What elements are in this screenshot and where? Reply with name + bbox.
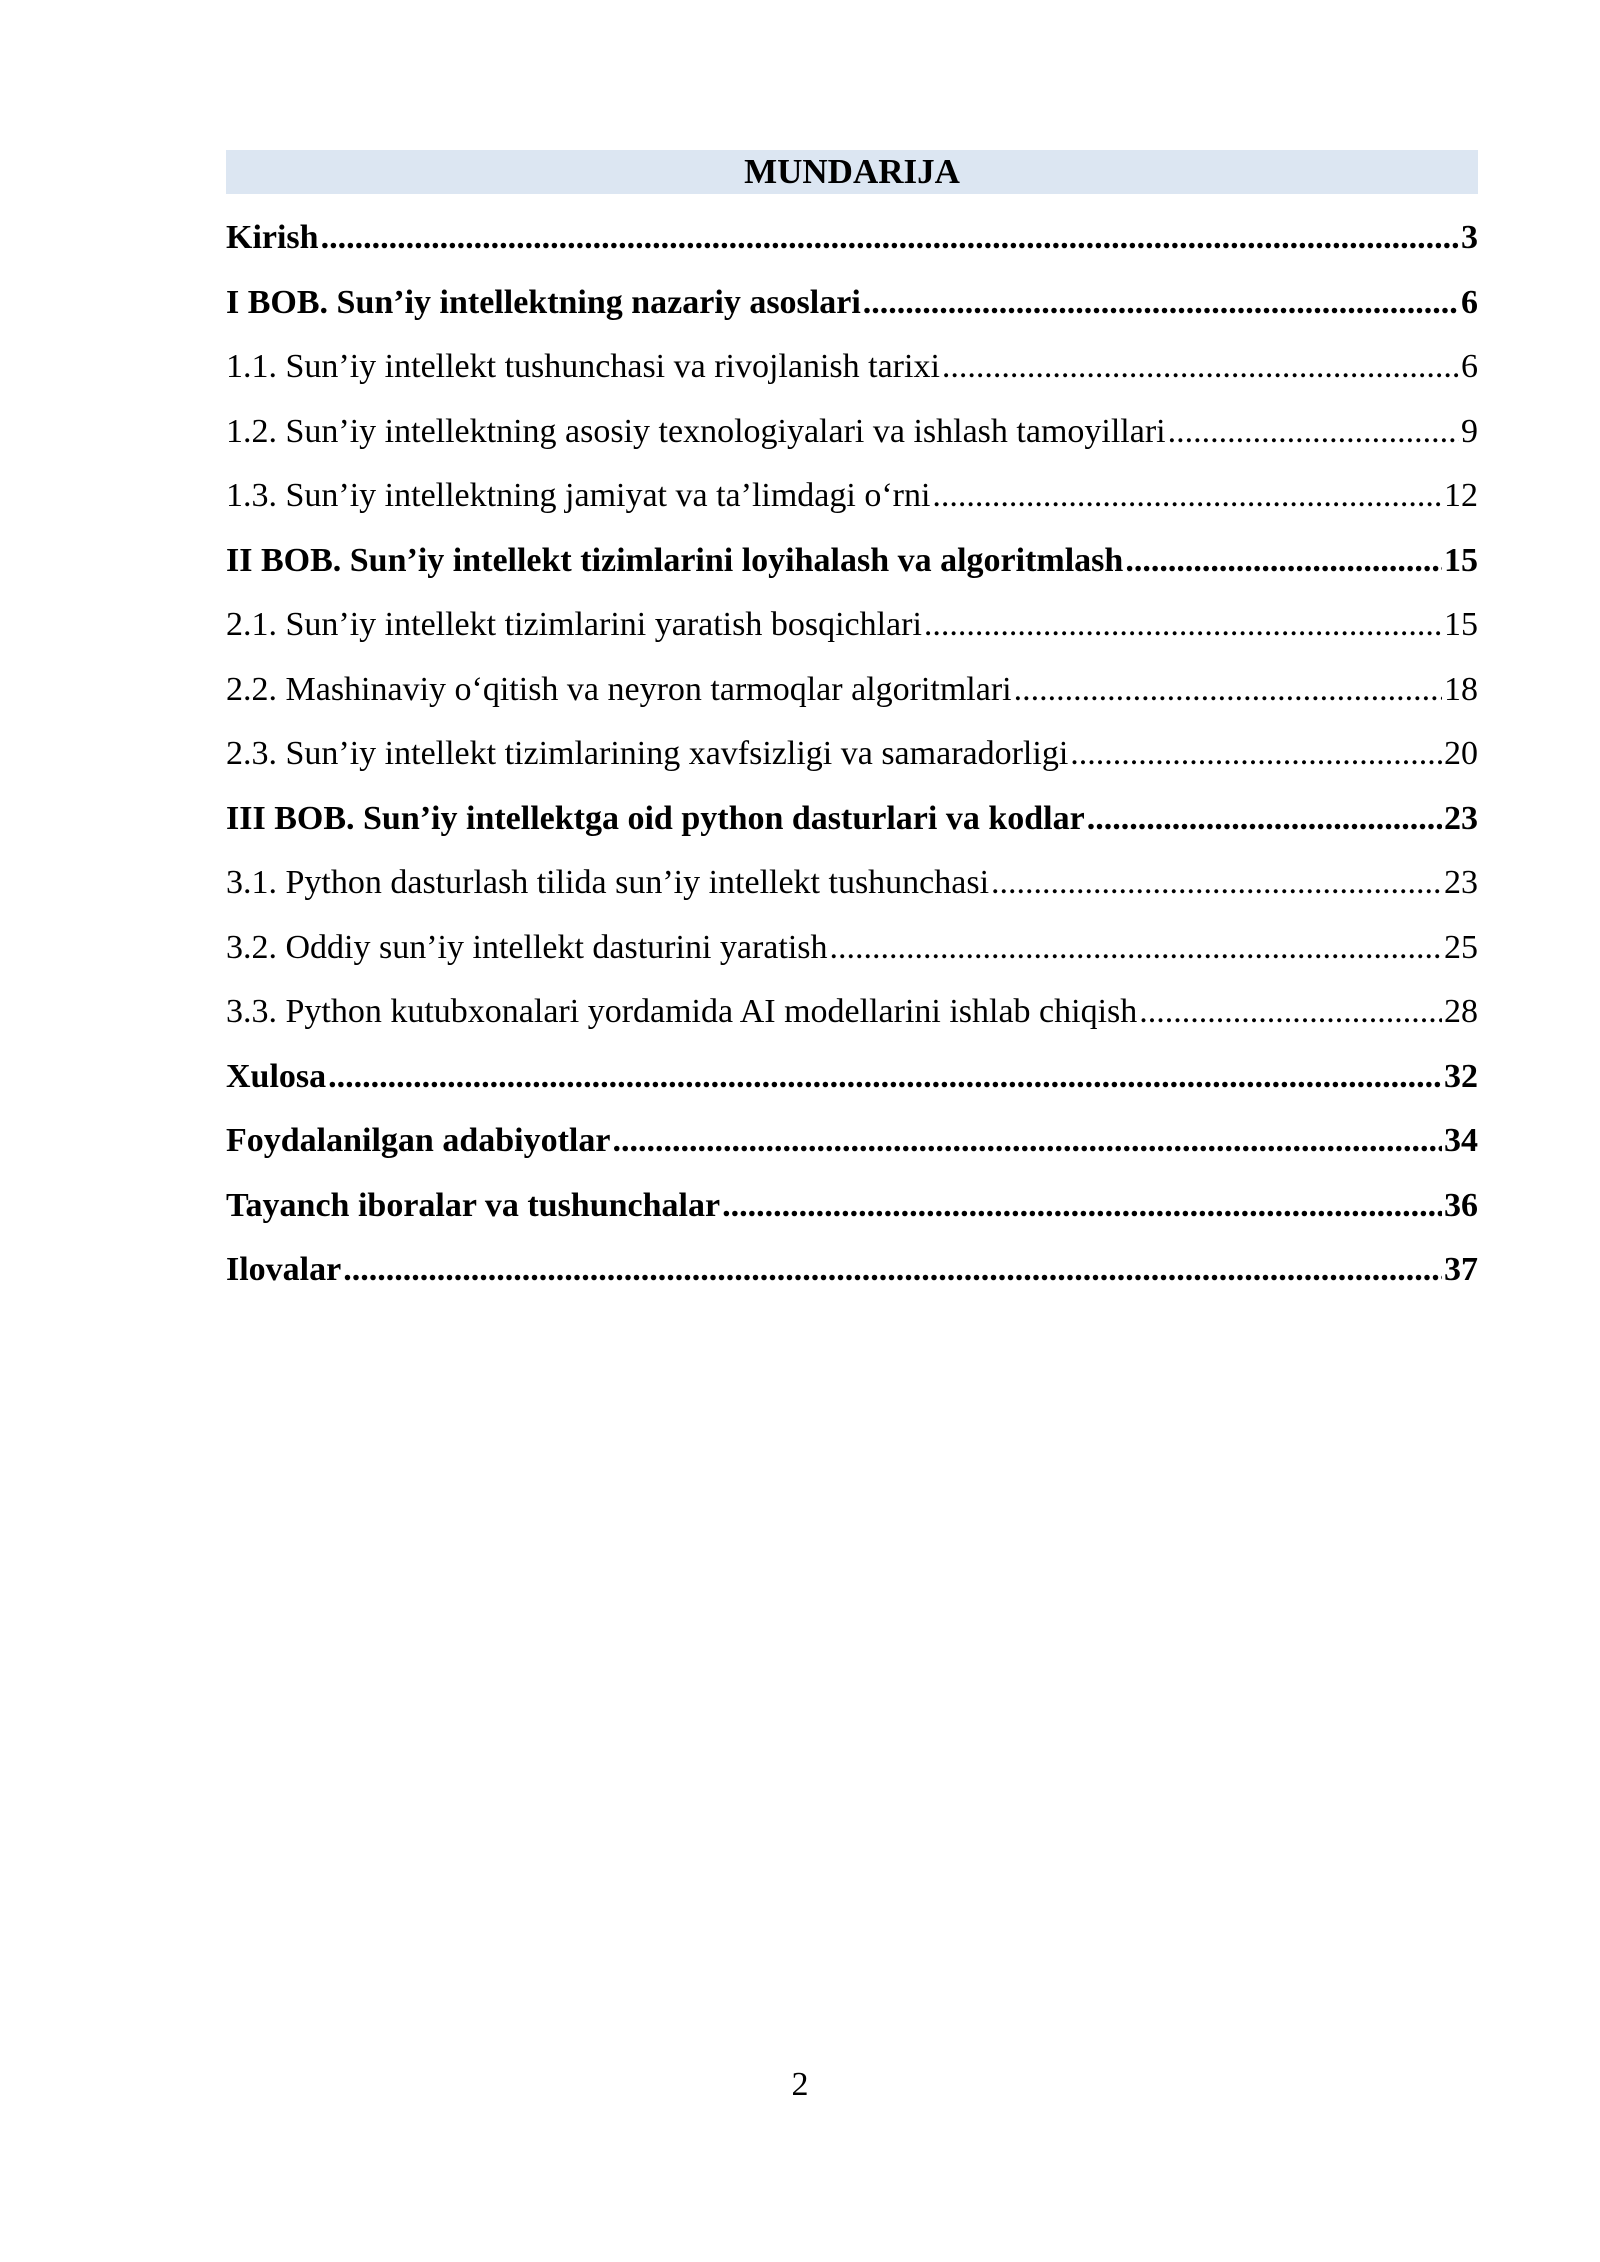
toc-entry-page: 32 (1444, 1057, 1478, 1095)
toc-entry-title: Ilovalar (226, 1251, 342, 1288)
toc-entry[interactable] (226, 1109, 1478, 1174)
toc-entry-title: 2.2. Mashinaviy o‘qitish va neyron tarmoqlar algoritmlari (226, 670, 1012, 708)
toc-entry-page: 25 (1444, 928, 1478, 966)
toc-entry-title: 2.1. Sun’iy intellekt tizimlarini yaratish bosqichlari (226, 606, 922, 643)
toc-dot-leader (612, 1109, 1442, 1174)
toc-entry-page: 9 (1461, 412, 1478, 450)
page-number: 2 (791, 2066, 809, 2103)
toc-entry[interactable] (226, 787, 1478, 852)
toc-entry-page: 34 (1444, 1122, 1478, 1159)
toc-dot-leader (1125, 529, 1442, 594)
toc-dot-leader (932, 464, 1442, 529)
toc-dot-leader (924, 593, 1442, 658)
toc-entry-title: 1.2. Sun’iy intellektning asosiy texnologiyalari va ishlash tamoyillari (226, 412, 1166, 450)
toc-entry[interactable] (226, 658, 1478, 723)
toc-dot-leader (321, 206, 1459, 271)
toc-dot-leader (1070, 722, 1442, 787)
toc-heading: MUNDARIJA (226, 150, 1478, 194)
toc-entry-title: Kirish (226, 219, 319, 256)
toc-entry[interactable] (226, 851, 1478, 916)
toc-entry-page: 12 (1444, 477, 1478, 514)
toc-entry-page: 36 (1444, 1186, 1478, 1224)
toc-entry-page: 23 (1444, 799, 1478, 837)
toc-entry-page: 15 (1444, 541, 1478, 579)
toc-entry[interactable] (226, 529, 1478, 594)
toc-entry-title: I BOB. Sun’iy intellektning nazariy asoslari (226, 283, 861, 321)
toc-entry[interactable] (226, 722, 1478, 787)
toc-entry-title: Xulosa (226, 1057, 327, 1095)
toc-entry[interactable] (226, 206, 1478, 271)
toc-dot-leader (1168, 400, 1459, 465)
toc-dot-leader (722, 1174, 1442, 1239)
toc-entry[interactable] (226, 980, 1478, 1045)
toc-entry-page: 18 (1444, 670, 1478, 708)
toc-entry-title: 2.3. Sun’iy intellekt tizimlarining xavfsizligi va samaradorligi (226, 735, 1069, 772)
toc-entry[interactable] (226, 1238, 1478, 1303)
toc-entry[interactable] (226, 335, 1478, 400)
toc-entry-page: 37 (1444, 1251, 1478, 1288)
toc-dot-leader (942, 335, 1459, 400)
toc-entry[interactable] (226, 271, 1478, 336)
toc-dot-leader (1087, 787, 1442, 852)
toc-entry-title: Foydalanilgan adabiyotlar (226, 1122, 611, 1159)
toc-entry-page: 15 (1444, 606, 1478, 643)
toc-entry-page: 23 (1444, 864, 1478, 901)
toc-entry[interactable] (226, 464, 1478, 529)
toc-dot-leader (1139, 980, 1442, 1045)
toc-entry[interactable] (226, 400, 1478, 465)
toc-entry-title: II BOB. Sun’iy intellekt tizimlarini loyihalash va algoritmlash (226, 541, 1124, 579)
toc-entry-title: 3.3. Python kutubxonalari yordamida AI modellarini ishlab chiqish (226, 993, 1138, 1030)
toc-dot-leader (343, 1238, 1442, 1303)
toc-dot-leader (1014, 658, 1442, 723)
toc-entry-page: 6 (1461, 348, 1478, 385)
toc-entry[interactable] (226, 916, 1478, 981)
toc-entry-page: 3 (1461, 219, 1478, 256)
toc-entry[interactable] (226, 1045, 1478, 1110)
table-of-contents (226, 206, 1478, 1303)
toc-entry-title: 3.2. Oddiy sun’iy intellekt dasturini yaratish (226, 928, 828, 966)
toc-entry-page: 6 (1461, 283, 1478, 321)
toc-entry-title: III BOB. Sun’iy intellektga oid python dasturlari va kodlar (226, 799, 1085, 837)
toc-dot-leader (991, 851, 1442, 916)
toc-entry[interactable] (226, 1174, 1478, 1239)
toc-entry-title: Tayanch iboralar va tushunchalar (226, 1186, 721, 1224)
toc-dot-leader (328, 1045, 1442, 1110)
toc-entry[interactable] (226, 593, 1478, 658)
toc-entry-page: 28 (1444, 993, 1478, 1030)
toc-entry-page: 20 (1444, 735, 1478, 772)
toc-dot-leader (863, 271, 1459, 336)
toc-entry-title: 1.1. Sun’iy intellekt tushunchasi va rivojlanish tarixi (226, 348, 940, 385)
toc-entry-title: 3.1. Python dasturlash tilida sun’iy intellekt tushunchasi (226, 864, 990, 901)
toc-dot-leader (830, 916, 1442, 981)
toc-entry-title: 1.3. Sun’iy intellektning jamiyat va ta’limdagi o‘rni (226, 477, 931, 514)
